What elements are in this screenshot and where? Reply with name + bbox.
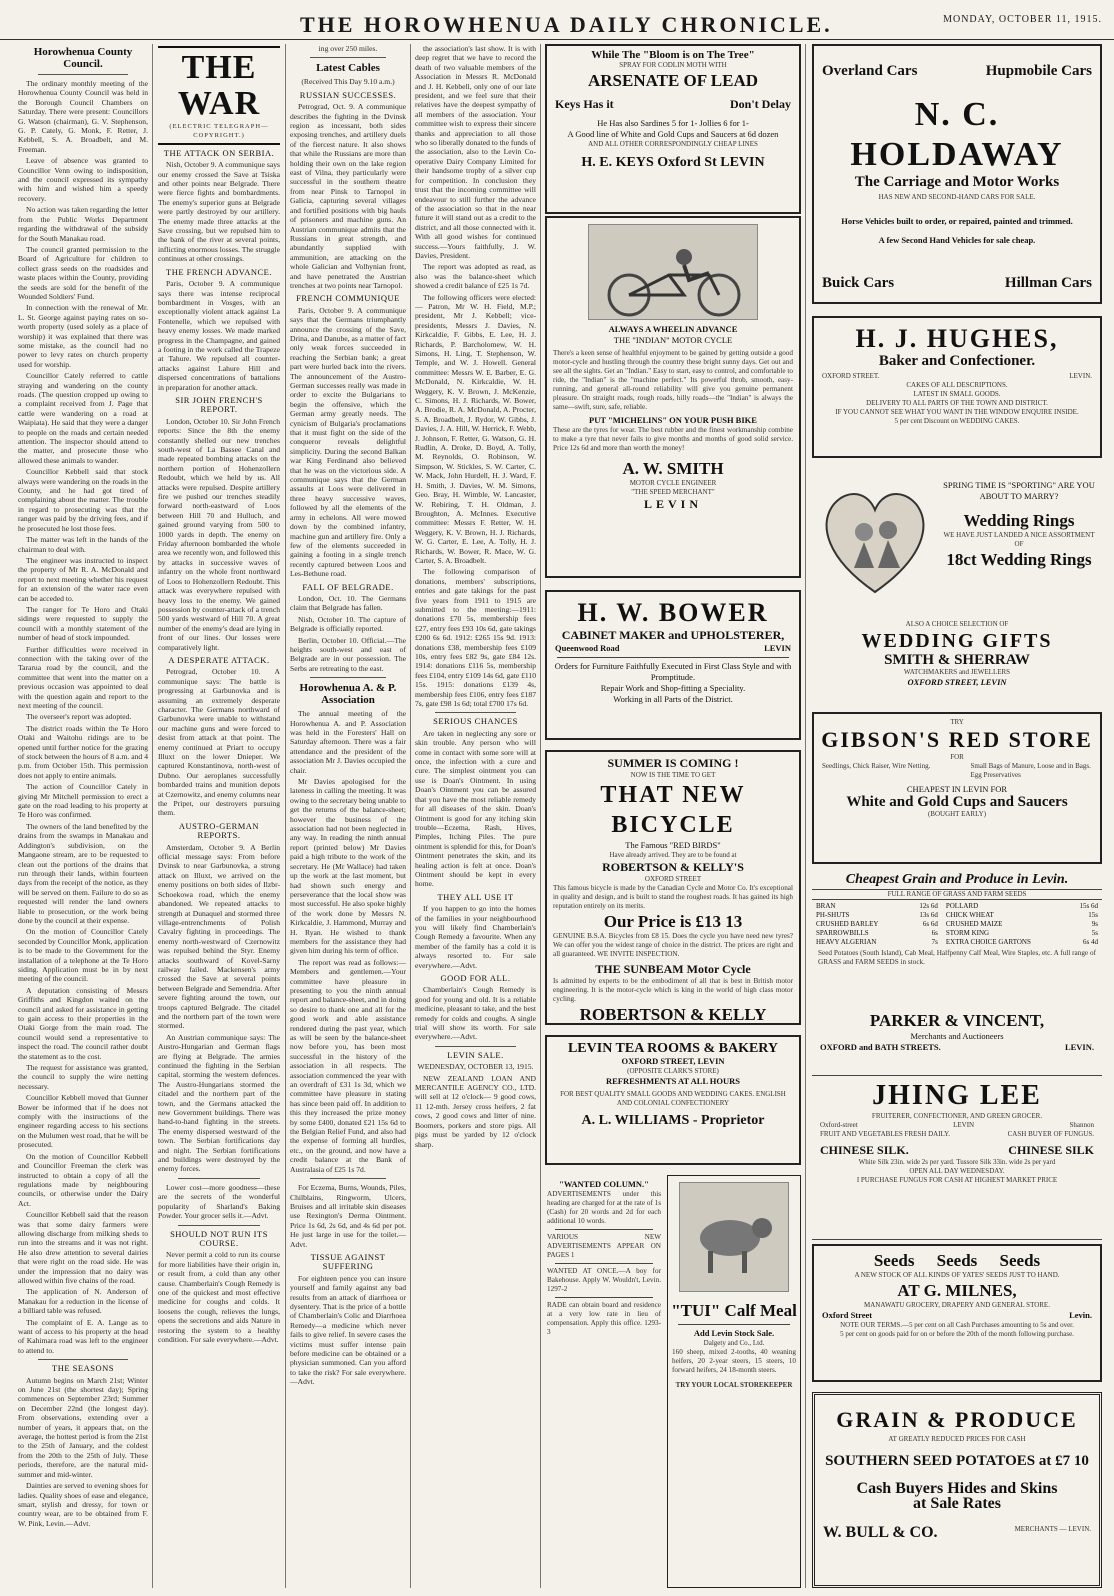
- paragraph: Autumn begins on March 21st; Winter on June 21st (the shortest day); Spring commences on September 23rd; Summer on December 22nd (the longest day). From observations, extending over a number of years, it appears that, on the average, the hottest period is from the 21st to the 25th of January, and the coldest from the 20th to the 25th of July. These periods, therefore, are the natural mid-summer and mid-winter.: [18, 1375, 148, 1479]
- ad-robertson-kelly-bicycles: [545, 750, 801, 1025]
- ad-line: FOR: [950, 753, 964, 761]
- ad-line: CABINET MAKER and UPHOLSTERER,: [561, 628, 785, 642]
- ad-headline: GIBSON'S RED STORE: [821, 727, 1093, 752]
- ad-line: MANAWATU GROCERY, DRAPERY AND GENERAL STORE.: [864, 1301, 1050, 1309]
- paragraph: Councillor Kebbell moved that Gunner Bower be informed that if he does not comply with the instructions of the engineer regarding access to his sections on the Mulumen west road, that he will be prosecuted.: [18, 1093, 148, 1150]
- ad-line: Have already arrived. They are to be found at: [609, 851, 737, 859]
- ad-line: Oxford-street: [820, 1121, 858, 1129]
- paragraph: The overseer's report was adopted.: [26, 712, 132, 722]
- ad-row: [814, 372, 1100, 381]
- ad-headline: Cheapest Grain and Produce in Levin.: [845, 872, 1069, 887]
- ad-line: MOTOR CYCLE ENGINEER: [629, 479, 717, 487]
- ad-line: Oxford Street: [822, 1310, 873, 1320]
- ad-line: LATEST IN SMALL GOODS.: [913, 390, 1001, 398]
- ad-headline: WEDDING GIFTS: [861, 630, 1053, 652]
- ad-headline: ARSENATE OF LEAD: [587, 71, 759, 90]
- ad-body: RADE can obtain board and residence at a very low rate in lieu of compensation. Apply this office. 1293-3: [547, 1301, 661, 1336]
- ad-line: Hupmobile Cars: [985, 63, 1092, 79]
- ad-line: PUT "MICHELINS" ON YOUR PUSH BIKE: [589, 415, 757, 425]
- section-heading: THEY ALL USE IT: [437, 891, 514, 902]
- price-value: 6s 4d: [1083, 938, 1098, 946]
- paragraph: No action was taken regarding the letter from the Public Works Department regarding the withdrawal of the subsidy for the South Manakau road.: [18, 205, 148, 243]
- ad-body: Is admitted by experts to be the embodiment of all that is best in British motor engineering. It is the motor-cycle which is king in the world of high class motor cycling.: [553, 977, 793, 1003]
- ad-line: LEVIN: [643, 497, 702, 511]
- paragraph: Dainties are served to evening shoes for ladies. Quality shoes of ease and elegance, smart, stylish and dressy, for town or country wear, are to be obtained from F. W. Pink, Levin.—Advt.: [18, 1481, 148, 1528]
- ad-body: GENUINE B.S.A. Bicycles from £8 15. Does the cycle you have need new tyres? We can offer you the widest range of choice in the district. The prices are right and all guaranteed. WE INVITE INSPECTION.: [553, 932, 793, 958]
- price-item: EXTRA CHOICE GARTONS: [945, 938, 1031, 946]
- ad-line: (BOUGHT EARLY): [927, 810, 987, 818]
- ad-row: [814, 1310, 1100, 1321]
- paragraph: Councillor Cately referred to cattle straying and wandering on the county roads. (The question cropped up owing to a complaint received from J. Page that cattle were wandering on a road at Waipiata). He said that they were a danger to people on the roads and certain needed attention. The inspector should attend to the matter, and prosecute those who allowed these animals to wander.: [18, 371, 148, 465]
- advertisement-text: For Eczema, Burns, Wounds, Piles, Chilblains, Ringworm, Ulcers, Bruises and all irritable skin diseases use Rexington's Derma Ointment. Price 1s 6d, 2s 6d, and 4s 6d per pot. He just large in use for the toilet.—Advt.: [290, 1183, 406, 1249]
- price-value: 7s: [931, 938, 938, 946]
- column-association-report: [415, 44, 536, 1588]
- column-rule: [805, 44, 806, 1588]
- ad-line: Baker and Confectioner.: [878, 353, 1036, 369]
- ad-line: A. L. WILLIAMS - Proprietor: [581, 1113, 765, 1128]
- paragraph: The action of Councillor Cately in giving Mr Mitchell permission to erect a gate on the road leading to his property at Te Horo was confirmed.: [18, 782, 148, 820]
- paragraph: the association's last show. It is with deep regret that we have to record the death of two valuable members of the Association in Messrs R. McDonald and J. H. Kebbell, only one of our late president, and we feel sure that their relatives have the deepest sympathy of all members of the association. Your committee wish to express their sincere thanks and appreciation to all those who so liberally donated to the funds of the association, also to the Levin Co-operative Dairy Company Limited for their handsome trophy of a silver cup for competition. In conclusion they trust that the incoming committee will endeavour to still further the advance of the association so that in the near future it will stand out as a credit to the district, and all those connected with it. With all good wishes for continued success.—Yours faithfully, J. W. Davies, President.: [415, 44, 536, 260]
- ad-headline: JHING LEE: [872, 1080, 1042, 1111]
- newspaper-title: THE HOROWHENUA DAILY CHRONICLE.: [300, 12, 833, 37]
- ad-line: White Silk 23in. wide 2s per yard. Tussore Silk 33in. wide 2s per yard: [858, 1158, 1056, 1166]
- paragraph: Never permit a cold to run its course for more liabilities have their origin in, or result from, a cold than any other cause. Chamberlain's Cough Remedy is one of the quickest and most effective medicine for coughs and colds. It loosens the cough, relieves the lungs, opens the secretions and aids Nature in restoring the system to a healthy condition. For sale everywhere.—Advt.: [158, 1250, 280, 1344]
- divider: [178, 1225, 260, 1226]
- ad-body: These are the tyres for wear. The best rubber and the finest workmanship combine to make a tyre that never fails to give months and months of good solid service. Price 12s 6d and more than worth the money!: [553, 426, 793, 452]
- article-heading: THE SEASONS: [52, 1363, 114, 1374]
- ad-body: VARIOUS NEW ADVERTISEMENTS APPEAR ON PAGES 1: [547, 1233, 661, 1259]
- ad-line: 5 per cent Discount on WEDDING CAKES.: [894, 417, 1020, 425]
- ad-line: FULL RANGE OF GRASS AND FARM SEEDS: [812, 889, 1102, 900]
- ad-line: Dalgety and Co., Ltd.: [703, 1339, 765, 1347]
- ad-line: (OPPOSITE CLARK'S STORE): [627, 1067, 719, 1075]
- paragraph: Nish, October 10. The capture of Belgrade is officially reported.: [290, 614, 406, 634]
- divider: [310, 677, 386, 678]
- heart-illustration: [816, 480, 934, 600]
- ad-line: A few Second Hand Vehicles for sale cheap.: [878, 235, 1036, 245]
- ad-line: THE SUNBEAM Motor Cycle: [595, 962, 751, 976]
- section-heading: AUSTRO-GERMAN REPORTS.: [178, 820, 260, 841]
- ad-line: NOTE OUR TERMS.—5 per cent on all Cash Purchases amounting to 5s and over.: [840, 1321, 1074, 1329]
- ad-row: [812, 1143, 1102, 1158]
- ad-cheapest-grain: [812, 872, 1102, 1008]
- ad-line: ALWAYS A WHEELIN ADVANCE: [608, 324, 738, 334]
- ad-line: REFRESHMENTS AT ALL HOURS: [605, 1076, 741, 1086]
- ad-line: SPRAY FOR CODLIN MOTH WITH: [619, 61, 727, 69]
- ad-row: [812, 1121, 1102, 1130]
- price-item: SPARROWBILLS: [816, 929, 869, 937]
- ad-line: at Sale Rates: [913, 1495, 1001, 1512]
- ad-line: A Good line of White and Gold Cups and Saucers at 6d dozen: [567, 129, 779, 139]
- ad-keys-arsenate: [545, 44, 801, 214]
- column-rule: [152, 44, 153, 1588]
- divider: [435, 712, 516, 713]
- ad-headline: N. C. HOLDAWAY: [850, 96, 1064, 173]
- price-item: HEAVY ALGERIAN: [816, 938, 877, 946]
- ad-headline: "TUI" Calf Meal: [671, 1301, 797, 1320]
- ad-line: IF YOU CANNOT SEE WHAT YOU WANT IN THE WINDOW ENQUIRE INSIDE.: [835, 408, 1079, 416]
- paragraph: Amsterdam, October 9. A Berlin official message says: From before Dvinsk to near Garbunovka, a strong attack on Illuxt, we arrived on the enemy positions on both sides of Ilzbr-Schoekowa road, which the enemy abandoned. We repeated attacks to strength at Dunaquel and stormed three village-entrenchments of Polish Cavalry fighting in proceedings. The enemy north-westward of Czernowitz was repulsed behind the Styr. Enemy attacks southward of Kovel-Sarny railway failed. Mackensen's army crossed the Save at several points between Belgrade and Semendria. After severe fighting around the town, our troops captured Belgrade. The citadel and the northern part of the town were stormed.: [158, 842, 280, 1031]
- ad-line: OXFORD STREET: [644, 875, 702, 883]
- ad-tui-calf-meal: [667, 1175, 801, 1588]
- section-heading: SHOULD NOT RUN ITS COURSE.: [170, 1228, 268, 1248]
- ad-line: A NEW STOCK OF ALL KINDS OF YATES' SEEDS JUST TO HAND.: [854, 1271, 1060, 1279]
- section-heading: GOOD FOR ALL.: [440, 973, 511, 983]
- ad-line: HAS NEW AND SECOND-HAND CARS FOR SALE.: [878, 193, 1036, 201]
- war-heading-block: [158, 46, 280, 145]
- ad-row: [547, 97, 799, 112]
- divider: [178, 1178, 260, 1179]
- ad-line: Working in all Parts of the District.: [613, 694, 733, 704]
- paragraph: The report was read as follows:— Members and gentlemen.—Your committee have pleasure in presenting to you the ninth annual report and balance-sheet, and in doing so desire to thank one and all for the good work and able assistance rendered during the past year, which as will be seen by the balance-sheet now before you, has been most successful in the history of the association in all respects. The association commenced the year with an overdraft of £31 1s 3d, which we committee have pleasure in stating has since been paid off. In addition to this they increased the prize money by some £400, donated £21 15s 6d to the Belgian Relief Fund, and also had the expense of forming all hurdles, etc., on the ground, and now have a credit balance at the Bank of Australasia of £25 1s 7d.: [290, 957, 406, 1174]
- ad-line: OXFORD and BATH STREETS.: [820, 1042, 941, 1052]
- paragraph: The application of N. Anderson of Manakau for a reduction in the license of a billiard table was refused.: [18, 1287, 148, 1316]
- ad-row: [812, 1130, 1102, 1139]
- divider: [310, 1178, 386, 1179]
- ad-line: Merchants and Auctioneers: [910, 1031, 1004, 1041]
- ad-line: OXFORD STREET, LEVIN: [621, 1056, 725, 1066]
- section-heading: A DESPERATE ATTACK.: [168, 654, 270, 665]
- paragraph: An Austrian communique says: The Austro-Hungarian and German flags are flying at Belgrade. The armies continued the fighting in the Serbian capital, storming the western defences. The Austro-Hungarians stormed the citadel and the northern part of the town, and the Germans attacked the new Government buildings. There was hand-to-hand fighting in the streets. The enemy dispersed westward of the town. The Serbian fortifications day and night. The Serbian fortifications and buildings were destroyed by the enemy forces.: [158, 1032, 280, 1174]
- ad-row: [812, 1042, 1102, 1053]
- ad-line: Hillman Cars: [1004, 275, 1092, 291]
- paragraph: London, Oct. 10. The Germans claim that Belgrade has fallen.: [290, 593, 406, 613]
- divider: [435, 1046, 516, 1047]
- ad-line: Shannon: [1069, 1121, 1094, 1129]
- ad-line: CHINESE SILK: [1008, 1143, 1094, 1157]
- paragraph: The ranger for Te Horo and Otaki sidings were requested to supply the council with a monthly statement of the number of head of stock impounded.: [18, 604, 148, 643]
- ad-line: TRY: [950, 718, 964, 726]
- ad-headline: Our Price is £13 13: [603, 912, 743, 931]
- ad-line: Queenwood Road: [555, 643, 620, 653]
- ad-body: There's a keen sense of healthful enjoyment to be gained by getting outside a good motor-cycle and hustling through the country these bright sunny days. Get out and see all the sights. Get an "Indian." Easy to start, easy to control, and comfortable to ride, the "Indian" is the "machine perfect." Its powerful throb, smooth, easy-running, and general all-round reliability will give you genuine permanent pleasure. On straight roads, rough roads, hilly roads—the "Indian" is always the same—swift, sure, safe, reliable.: [553, 349, 793, 411]
- ad-line: WE HAVE JUST LANDED A NICE ASSORTMENT OF: [943, 531, 1095, 548]
- ad-line: NOW IS THE TIME TO GET: [630, 771, 716, 779]
- paragraph: NEW ZEALAND LOAN AND MERCANTILE AGENCY CO., LTD. will sell at 12 o'clock— 9 good cows, 11 12-mth. Jersey cross heifers, 2 fat cows, 2 good cows and litter of nine. Boomers, porkers and store pigs. All pigs must be yarded by 12 o'clock sharp.: [415, 1073, 536, 1149]
- ad-line: MERCHANTS — LEVIN.: [1014, 1525, 1091, 1533]
- paragraph: Mr Davies apologised for the lateness in calling the meeting. It was owing to the secretary being unable to get the returns of the balance-sheet; however the business of the association had not been neglected in any way. In reading the ninth annual report (printed below) Mr Davies paid a high tribute to the work of the secretary. He (Mr Wallace) had taken up the work at the last moment, but had shown such energy and perseverance that the local show was most successful. He also spoke highly of the work done by Messrs N. Kirkcaldie, J. Hammond, Murray and H. Ryan. He wished to thank members for the assistance they had given him during his term of office.: [290, 777, 406, 956]
- paragraph: The engineer was instructed to inspect the property of Mr R. A. McDonald and report to next meeting whether his request for an extension of the water race even can be acceded to.: [18, 555, 148, 603]
- ad-line: CHEAPEST IN LEVIN FOR: [906, 784, 1008, 794]
- paragraph: The report was adopted as read, as also was the balance-sheet which showed a credit balance of £25 1s 7d.: [415, 262, 536, 291]
- ad-levin-tea-rooms: [545, 1035, 801, 1165]
- ad-line: OXFORD STREET.: [822, 372, 880, 380]
- paragraph: The district roads within the Te Horo Otaki and Waitohu ridings are to be opened until further notice for the grazing of stock between the hours of 8 a.m. and 4 p.m. from October 15th. This permission does not apply to entire animals.: [18, 723, 148, 780]
- section-heading: THE FRENCH ADVANCE.: [166, 266, 272, 277]
- ad-line: ROBERTSON & KELLY'S: [602, 860, 744, 874]
- price-value: 6s: [931, 929, 938, 937]
- ad-line: I PURCHASE FUNGUS FOR CASH AT HIGHEST MARKET PRICE: [856, 1176, 1058, 1184]
- ad-line: SUMMER IS COMING !: [607, 756, 739, 770]
- issue-date: MONDAY, OCTOBER 11, 1915.: [943, 14, 1102, 25]
- paragraph: The following officers were elected:— Patron, Mr W. H. Field, M.P.; president, Mr J. Kebbell; vice-presidents, Messrs J. Davies, N. Kirkcaldie, F. Gibbs, E. Lee, H. J. Richards, P. Barcholomew, W. H. Simons, H. Ling, T. Stephenson, W. Temple, and W. J. Howell. General committee: Messrs W. E. Barber, E. G. McDonald, N. Kirkcaldie, W. H. Weggery, K. V. Brown, J. McKenzie, C. Simons, H. J. Richards, W. Bower, A. Brodie, R. A. McDonald, A. Procter, S. A. Broadbelt, J. Rydor, W. Gibbs, J. Davies, J. A. Hill, W. Herrick, F. Webb, J. Johnson, F. Retter, G. Watson, G. H. Rudlin, A. Droke, D. Boyd, A. Tolly, M. Reynolds, O. Robinson, W. Simpson, W. Stickles, S. W. Carter, C. W. Mack, John Hurdell, H. J. Ward, F. H. Smith, J. Davies, W. M. Simons, Geo. Bray, H. Wimble, W. Lancaster, W. Rebiring, T. H. Oldman, J. Broughton, A. McInnes. Executive committee: Messrs F. Retter, W. H. Weggery, K. V. Brown, H. J. Richards, W. G. Carter, E. Lee, A. Tolly, H. J. Richards, W. Bower, R. Mace, W. G. Carter, S. A. Broadbelt.: [415, 292, 536, 565]
- ad-body: Seed Potatoes (South Island), Cab Meal, Halfpenny Calf Meal, Wire Staples, etc. A full range of GRASS and FARM SEEDS in stock.: [818, 949, 1096, 966]
- price-row: [812, 938, 1102, 947]
- column-latest-cables: [290, 44, 406, 1588]
- paragraph: For eighteen pence you can insure yourself and family against any bad results from an attack of diarrhoea or dysentery. That is the price of a bottle of Chamberlain's Colic and Diarrhoea Remedy—a medicine which never fails to give relief. In severe cases the victims must suffer intense pain before medicine can be obtained or a physician summoned. Can you afford to take the risk? For sale everywhere.—Advt.: [290, 1273, 406, 1387]
- ad-headline: Wedding Rings: [963, 511, 1075, 530]
- ad-headline: ROBERTSON & KELLY: [579, 1005, 767, 1024]
- paragraph: The council granted permission to the Board of Agriculture for children to collect grass seeds on the roadsides and waste places within the County, providing the seeds are sold for the benefit of the Wounded Soldiers' Fund.: [18, 244, 148, 301]
- ad-line: Buick Cars: [822, 275, 895, 291]
- price-table: [812, 902, 1102, 947]
- price-item: POLLARD: [945, 902, 979, 910]
- ad-line: SPRING TIME IS "SPORTING" ARE YOU ABOUT TO MARRY?: [943, 480, 1095, 501]
- paragraph: In connection with the renewal of Mr. L. St. George against paying rates on so-worth property (used solely as a place of worship) it was explained that there was some mistake, as the council had no power to levy rates on church property used for worship.: [18, 303, 148, 369]
- ad-line: Keys Has it: [555, 97, 614, 111]
- ad-parker-vincent: [812, 1010, 1102, 1076]
- ad-line: He Has also Sardines 5 for 1- Jollies 6 for 1-: [597, 118, 749, 128]
- ad-row: [814, 276, 1100, 291]
- price-value: 12s 6d: [919, 902, 938, 910]
- ad-row: [814, 64, 1100, 79]
- paragraph: Paris, October 9. A communique says that the Germans triumphantly announce the crossing of the Save, Drina, and Danube, as a matter of fact only weak forces succeeded in reaching the Serbian bank; a great part were hurled back into the rivers. The announcement of the Austro-German successes really was made in order to excite the Bulgarians to begin the offensive, which the German army greatly needs. The cynicism of Bulgaria's proclamations that it must fight on the side of the conqueror reveals delightful simplicity. During the second Balkan war King Ferdinand also believed that he was on the victorious side. A communique says that the German assaults at Loos were delivered in three heavy successive waves, followed by all the elements of the army in echelons. All were mowed down by the combined infantry, machine gun and artillery fire. Only a few of the elements succeeded in gaining a footing in a single trench recently captured between Loos and Les-Bethune road.: [290, 305, 406, 579]
- price-row: [812, 902, 1102, 911]
- advertisement-text: Lower cost—more goodness—these are the secrets of the wonderful popularity of Sharland's Baking Powder. Your grocer sells it.—Advt.: [158, 1182, 280, 1221]
- ad-line: Don't Delay: [730, 97, 791, 111]
- price-value: 5s: [1091, 929, 1098, 937]
- article-heading: Horowhenua County Council.: [33, 46, 133, 70]
- ad-row: [814, 762, 1100, 780]
- ad-body: 160 sheep, mixed 2-tooths, 40 weaning heifers, 20 2-year steers, 15 steers, 10 forward heifers, 24 18-month steers.: [672, 1348, 796, 1374]
- column-county-council: [18, 44, 148, 1588]
- column-rule: [285, 44, 286, 1588]
- ad-line: Repair Work and Shop-fitting a Speciality.: [600, 683, 746, 693]
- ad-line: The Carriage and Motor Works: [854, 174, 1060, 190]
- ad-line: "WANTED COLUMN.": [559, 1179, 649, 1189]
- divider: [38, 1359, 128, 1360]
- paragraph: The ordinary monthly meeting of the Horowhenua County Council was held in the Borough Council Chambers on Saturday. There were present: Councillors G. Watson (chairman), G. V. Stephenson, G. P. Cately, G. Monk, F. Retter, J. Kebbell, S. A. Broadbelt, and M. Freeman.: [18, 79, 148, 154]
- ad-headline: 18ct Wedding Rings: [946, 550, 1092, 569]
- price-item: CHICK WHEAT: [945, 911, 994, 919]
- paragraph: On the motion of Councillor Kebbell and Councillor Freeman the clerk was instructed to obtain a copy of all the regulations made by neighbouring councils, or otherwise under the Dairy Act.: [18, 1151, 148, 1208]
- column-rule: [410, 44, 411, 1588]
- ad-body: This famous bicycle is made by the Canadian Cycle and Motor Co. It's exceptional in quality and design, and is built to stand the roughest roads. It has gained its high reputation entirely on its merits.: [553, 884, 793, 910]
- ad-line: DELIVERY TO ALL PARTS OF THE TOWN AND DISTRICT.: [866, 399, 1048, 407]
- section-heading: FRENCH COMMUNIQUE: [296, 293, 400, 304]
- paragraph: Chamberlain's Cough Remedy is good for young and old. It is a reliable medicine, pleasant to take, and the best remedy for colds and coughs. A single trial will show its worth. For sale everywhere.—Advt.: [415, 985, 536, 1042]
- ad-line: Seedlings, Chick Raiser, Wire Netting.: [822, 762, 931, 770]
- ad-line: CAKES OF ALL DESCRIPTIONS.: [906, 381, 1008, 389]
- ad-headline: LEVIN TEA ROOMS & BAKERY: [567, 1041, 779, 1056]
- ad-bull-grain-produce: [812, 1392, 1102, 1588]
- ad-headline: A. W. SMITH: [622, 459, 724, 478]
- ad-hughes-baker: [812, 316, 1102, 458]
- paragraph: The owners of the land benefited by the drains from the swamps in Manakau and Addington's subdivision, on the Mangaone stream, are to be requested to clean out the portions of the drains that run through their lands, within fourteen days from the receipt of the notice, as they will be served on them. Failure to do so as requested will render the land owners liable to prosecution, or the work being done by the council at their expense.: [18, 821, 148, 925]
- ad-milnes-seeds: [812, 1244, 1102, 1382]
- ad-holdaway-motor-works: [812, 44, 1102, 304]
- ad-line: White and Gold Cups and Saucers: [846, 794, 1068, 810]
- column-the-war: [158, 44, 280, 1588]
- ad-line: Cash Buyers Hides and Skins: [856, 1480, 1058, 1497]
- ad-line: OXFORD STREET, LEVIN: [907, 677, 1007, 687]
- dateline: WEDNESDAY, OCTOBER 13, 1915.: [417, 1062, 534, 1072]
- ad-headline: GRAIN & PRODUCE: [836, 1407, 1078, 1432]
- ad-indian-motor-cycle: [545, 216, 801, 578]
- price-value: 6s 6d: [922, 920, 938, 928]
- dateline: (Received This Day 9.10 a.m.): [301, 77, 395, 87]
- article-heading: Latest Cables: [316, 62, 380, 75]
- price-value: 9s: [1091, 920, 1098, 928]
- ad-line: Add Levin Stock Sale.: [693, 1328, 775, 1338]
- ad-line: LEVIN.: [1064, 1042, 1094, 1052]
- ad-line: WATCHMAKERS and JEWELLERS: [903, 668, 1011, 676]
- ad-line: The Famous "RED BIRDS": [625, 840, 721, 850]
- price-item: STORM KING: [945, 929, 990, 937]
- ad-row: [547, 643, 799, 654]
- ad-line: CHINESE SILK.: [820, 1143, 909, 1157]
- paragraph: Paris, October 9. A communique says there was intense reciprocal bombardment in Vosges, with an exceptionally violent attack against La Fontenelle, which we repulsed with heavy enemy losses. We made marked progress in the Champagne, and gained a footing in the work called the Trapeze at Tahure. We repulsed all counter-attacks against Lahure Hill and dispersed concentrations of battalions in preparation for another attack.: [158, 279, 280, 392]
- ad-line: SMITH & SHERRAW: [884, 652, 1030, 668]
- ad-line: OPEN ALL DAY WEDNESDAY.: [909, 1167, 1005, 1175]
- section-heading: TISSUE AGAINST SUFFERING: [310, 1251, 386, 1272]
- ad-line: LEVIN: [764, 643, 791, 653]
- ad-line: Small Bags of Manure, Loose and in Bags. Egg Preservatives: [970, 762, 1091, 779]
- divider: [678, 1324, 790, 1325]
- price-row: [812, 929, 1102, 938]
- ad-line: AND ALL OTHER CORRESPONDINGLY CHEAP LINES: [588, 140, 758, 148]
- price-row: [812, 911, 1102, 920]
- ad-line: While The "Bloom is on The Tree": [591, 49, 755, 61]
- ad-line: AT GREATLY REDUCED PRICES FOR CASH: [888, 1435, 1026, 1443]
- paragraph: ing over 250 miles.: [318, 44, 378, 53]
- ad-line: ALSO A CHOICE SELECTION OF: [905, 620, 1009, 628]
- section-heading: SIR JOHN FRENCH'S REPORT.: [175, 394, 263, 415]
- ad-bower-cabinet-maker: [545, 590, 801, 740]
- ad-headline: AT G. MILNES,: [897, 1281, 1017, 1300]
- ad-body: WANTED AT ONCE.—A boy for Bakehouse. Apply W. Wouldn't, Levin. 1297-2: [547, 1267, 661, 1293]
- ad-line: H. E. KEYS Oxford St LEVIN: [581, 155, 765, 170]
- column-rule: [540, 44, 541, 1588]
- ad-headline: THAT NEW BICYCLE: [600, 782, 746, 838]
- ad-line: Horse Vehicles built to order, or repaired, painted and trimmed.: [841, 216, 1073, 226]
- paragraph: A deputation consisting of Messrs Griffiths and Kingdon waited on the council and asked for assistance in getting to gain access to their properties in the Otaki Gorge from the main road. The council would send a representative to inspect the road. The council rather doubt the statement as to the cost.: [18, 985, 148, 1061]
- price-item: PH-SHUTS: [816, 911, 850, 919]
- divider: [310, 57, 386, 58]
- ad-line: W. BULL & CO.: [823, 1524, 938, 1541]
- section-heading: FALL OF BELGRADE.: [302, 581, 394, 592]
- ring-ad-text: [940, 480, 1098, 570]
- ad-body: ADVERTISEMENTS under this heading are charged for at the rate of 1s (Cash) for 20 words and 2d for each additional 10 words.: [547, 1190, 662, 1225]
- divider: [38, 74, 128, 75]
- paragraph: If you happen to go into the homes of the families in your neighbourhood you will likely find Chamberlain's Cough Remedy a favourite. When any member of the family has a cold it is always resorted to. For sale everywhere.—Advt.: [415, 904, 536, 970]
- price-value: 13s 6d: [919, 911, 938, 919]
- ad-line: LEVIN.: [1069, 372, 1092, 380]
- paragraph: Councillor Kebbell said that stock always were wandering on the roads in the County, and he had got tired of complaining about the matter. The trouble in regard to prosecuting was that the ranger was paid by the driving fees, and if he prosecuted he lost those fees.: [18, 467, 148, 533]
- paragraph: The request for assistance was granted, the council to supply the wire netting necessary.: [18, 1063, 148, 1091]
- paragraph: The matter was left in the hands of the chairman to deal with.: [18, 535, 148, 554]
- paragraph: The complaint of E. A. Lange as to want of access to his property at the head of Kahimara road was left to the engineer to attend to.: [18, 1317, 148, 1355]
- war-subtitle: (ELECTRIC TELEGRAPH—COPYRIGHT.): [169, 123, 269, 140]
- paragraph: Further difficulties were received in connection with the taking over of the Tararua road by the council, and the committee that went into the matter on a previous occasion was appointed to deal with the question again and report to the next meeting of the council.: [18, 644, 148, 710]
- paragraph: Petrograd, Oct. 9. A communique describes the fighting in the Dvinsk region as incessant, both sides exposing trenches, and artillery duels of the fiercest nature. It also shows that while the Russians are more than holding their own on the lake region east of Vilna, they particularly were successful in the southern theatre from near Pinsk to Tarnopol in Galicia, capturing several villages and fortified positions with big hauls of prisoners and machine guns. An Austrian communique admits that the Russians in great strength, and abundantly supplied with ammunition, are attacking on the whole Galician and Volhynian front, and have penetrated the Austrian trenches at two points near Tarnopol.: [290, 102, 406, 290]
- divider: [555, 1263, 653, 1264]
- ad-line: Orders for Furniture Faithfully Executed in First Class Style and with Promptitude.: [554, 661, 792, 682]
- section-heading: RUSSIAN SUCCESSES.: [299, 89, 397, 100]
- paragraph: Are taken in neglecting any sore or skin trouble. Any person who will come in contact with some sore will at once, the infection with a cure and cure. The simplest ointment you can use is Doan's Ointment. In using Doan's Ointment you can be assured that you have the most reliable remedy for all diseases of the skin. Doan's Ointment is good for any itching skin trouble—Eczema, Rash, Hives, Pimples, Itching Piles. The pure ointment is splendid for this, for Doan's Ointment penetrates the skin, and its healing action is felt at once. Doan's Ointment should be kept in every home.: [415, 728, 536, 889]
- war-title: THE WAR: [177, 49, 261, 122]
- calf-illustration: [679, 1182, 789, 1292]
- divider: [555, 1297, 653, 1298]
- ad-smith-sherraw-rings: [812, 470, 1102, 704]
- paragraph: The following comparison of donations, members' subscriptions, entries and gate takings for the past five years from 1911 to 1915 are submitted to the meeting:—1911: donations £70 5s, membership fees £27, entry fees £93 10s 6d, gate takings £200 6s 6d. 1912: £265 15s 9d. 1913: donations £38, membership fees £109 10s, entry fees £82 9s, gate £84 12s. 1914: donations £116 5s, membership fees £104, entry £109 14s 6d, gate £110 15s. 1915: donations £139 4s, membership fees £106, entry fees £187 7s, gate £98 1s 6d; total £700 17s 6d.: [415, 567, 536, 709]
- ad-gibsons-red-store: [812, 712, 1102, 864]
- section-heading: LEVIN SALE.: [447, 1049, 504, 1060]
- ad-line: FOR BEST QUALITY SMALL GOODS AND WEDDING CAKES. ENGLISH AND COLONIAL CONFECTIONERY: [560, 1090, 786, 1107]
- ad-line: FRUITERER, CONFECTIONER, AND GREEN GROCER.: [871, 1112, 1043, 1120]
- ad-line: Overland Cars: [822, 63, 918, 79]
- price-value: 15s 6d: [1079, 902, 1098, 910]
- ad-line: FRUIT AND VEGETABLES FRESH DAILY.: [820, 1130, 951, 1138]
- ad-headline: PARKER & VINCENT,: [869, 1011, 1045, 1030]
- paragraph: Leave of absence was granted to Councillor Venn owing to indisposition, and the council expressed its sympathy with him and wished him a speedy recovery.: [18, 156, 148, 203]
- ring-ad-footer: [812, 620, 1102, 688]
- ad-headline: Seeds Seeds Seeds: [873, 1251, 1041, 1270]
- price-value: 15s: [1088, 911, 1098, 919]
- section-heading: THE ATTACK ON SERBIA.: [163, 147, 275, 158]
- ad-wanted-column: [545, 1175, 663, 1588]
- masthead: [0, 10, 1114, 40]
- paragraph: London, October 10. Sir John French reports: Since the 8th the enemy constantly shelled our new trenches south-west of La Bassee Canal and made repeated bombing attacks on the northern portion of Hohenzollern Redoubt, which we held by us. All attacks were repulsed. Despite artillery fire we pushed our trenches steadily forward north-eastward of Loos between Hill 70 and Hulluch, and gained ground varying from 500 to 1000 yards in depth. The enemy on Friday afternoon bombarded the whole area we recently won, and followed this by attacks in successive waves of infantry on the whole front northward of Loos to Hohenzollern Redoubt. This attack was everywhere repulsed with heavy loss to the enemy. We gained possession by counter-attack of a trench 500 yards westward of Hill 70. A great number of the enemy's dead are lying in front of our lines. Our losses were comparatively light.: [158, 416, 280, 652]
- price-row: [812, 920, 1102, 929]
- paragraph: Nish, October 9. A communique says our enemy crossed the Save at Tsiska and other points near Belgrade. There were fierce fights and bombardments. The enemy's superior guns at Belgrade were partly destroyed by our artillery. The enemy made three attacks at the Save crossing, but we repulsed him to the bank of the river at several points, inflicting enormous losses. The struggle continues at other crossings.: [158, 160, 280, 264]
- ad-line: "THE SPEED MERCHANT": [631, 488, 715, 496]
- ad-line: LEVIN: [953, 1121, 975, 1129]
- ad-line: SOUTHERN SEED POTATOES at £7 10: [825, 1453, 1089, 1469]
- ad-jhing-lee: [812, 1080, 1102, 1240]
- ad-line: TRY YOUR LOCAL STOREKEEPER: [675, 1381, 793, 1389]
- ad-headline: H. J. HUGHES,: [855, 324, 1059, 353]
- ad-line: THE "INDIAN" MOTOR CYCLE: [613, 335, 733, 345]
- paragraph: Berlin, October 10. Official.—The heights south-west and east of Belgrade are in our possession. The Serbs are retreating to the east.: [290, 635, 406, 673]
- paragraph: On the motion of Councillor Cately seconded by Councillor Monk, application is to be made to the Government for the installation of a telephone at the Te Horo siding. Application must be in by next meeting of the council.: [18, 927, 148, 984]
- section-heading: SERIOUS CHANCES: [433, 716, 518, 727]
- article-heading: Horowhenua A. & P. Association: [299, 682, 397, 707]
- paragraph: The annual meeting of the Horowhenua A. and P. Association was held in the Foresters' Hall on Saturday afternoon. There was a fair attendance and the president of the association Mr J. Davies occupied the chair.: [290, 709, 406, 775]
- ad-row: [815, 1525, 1099, 1540]
- paragraph: Councillor Kebbell said that the reason was that some dairy farmers were allowing discharge from milking sheds to run into the streams and it was not right. He also drew attention to several dairies that were right on the road side. He was under the impression that no dairy was allowed within five chains of the road.: [18, 1210, 148, 1285]
- divider: [555, 1229, 653, 1230]
- paragraph: Petrograd, October 10. A communique says: The battle is progressing at Garbunovka and is assuming an extremely desperate character. The Germans northward of Garbunovka were unable to withstand our machine guns and were forced to desist from attack at that point. The enemy continued at Priart to occupy Illuxt on the lower Dnieper. We captured Konstantinova, north-west of Dubno. Our aeroplanes successfully bombarded trains and munition depots at Czernowitz, and enemy columns near the Pripet, our destroyers pursuing them.: [158, 667, 280, 818]
- price-item: BRAN: [816, 902, 836, 910]
- ad-line: 5 per cent on goods paid for on or before the 20th of the month following purchase.: [840, 1330, 1074, 1338]
- motor-cycle-illustration: [588, 224, 758, 320]
- price-item: CRUSHED BARLEY: [816, 920, 879, 928]
- ad-line: Levin.: [1069, 1310, 1092, 1320]
- price-item: CRUSHED MAIZE: [945, 920, 1003, 928]
- ad-headline: H. W. BOWER: [577, 598, 769, 627]
- divider: [557, 657, 789, 658]
- ad-line: CASH BUYER OF FUNGUS.: [1007, 1130, 1094, 1138]
